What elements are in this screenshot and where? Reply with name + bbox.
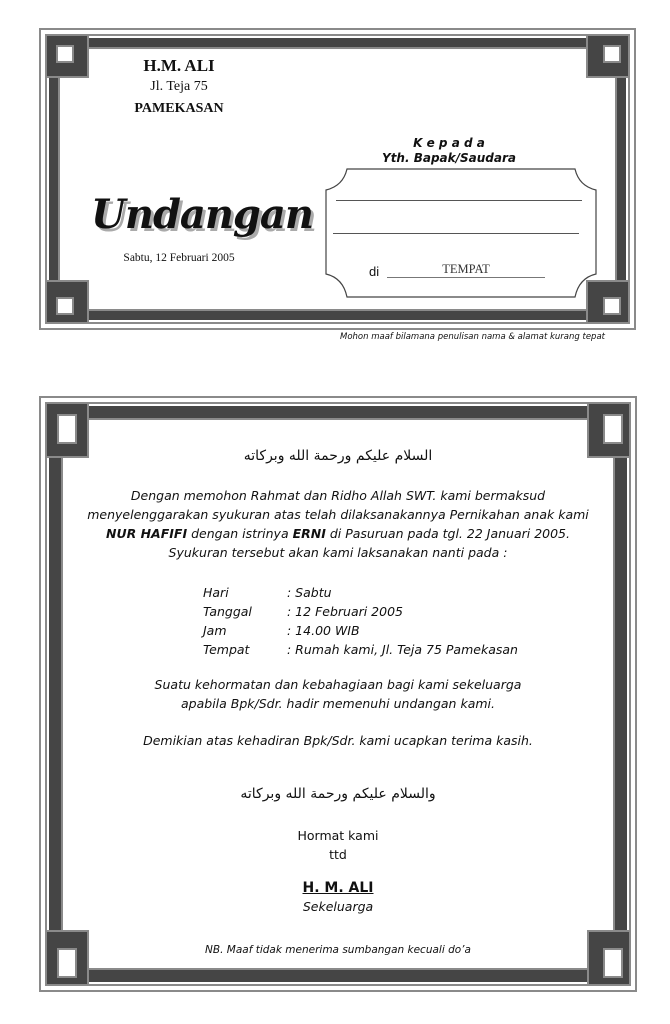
address-box bbox=[325, 168, 597, 298]
sender-street: Jl. Teja 75 bbox=[150, 79, 208, 94]
paragraph-thanks: Demikian atas kehadiran Bpk/Sdr. kami ucapkan terima kasih. bbox=[143, 733, 533, 748]
place-value: TEMPAT bbox=[442, 262, 490, 276]
detail-value: : 12 Februari 2005 bbox=[287, 604, 403, 619]
regards: Hormat kami bbox=[297, 828, 379, 843]
detail-label: Hari bbox=[203, 585, 229, 600]
honor-line-1: Suatu kehormatan dan kebahagiaan bagi kami sekeluarga bbox=[154, 677, 522, 692]
sender-name: H.M. ALI bbox=[143, 56, 215, 75]
sender-city: PAMEKASAN bbox=[134, 101, 224, 116]
detail-row-day bbox=[203, 583, 518, 602]
place-field[interactable] bbox=[387, 260, 545, 278]
detail-label: Tanggal bbox=[203, 604, 252, 619]
detail-row-date bbox=[203, 602, 518, 621]
intro-line-4: Syukuran tersebut akan kami laksanakan nanti pada : bbox=[168, 545, 508, 560]
honor-line-2: apabila Bpk/Sdr. hadir memenuhi undangan kami. bbox=[181, 696, 495, 711]
paragraph-intro bbox=[59, 486, 617, 562]
footnote: NB. Maaf tidak menerima sumbangan kecuali do’a bbox=[205, 944, 471, 956]
intro-line-2: menyelenggarakan syukuran atas telah dilaksanakannya Pernikahan anak kami bbox=[87, 507, 589, 522]
recipient-kepada: K e p a d a bbox=[413, 136, 485, 150]
signed-ttd: ttd bbox=[329, 847, 347, 862]
corner-ornament-bl bbox=[45, 930, 89, 986]
corner-ornament-bl bbox=[45, 280, 89, 324]
intro-line-3-end: di Pasuruan pada tgl. 22 Januari 2005. bbox=[325, 526, 570, 541]
detail-value: : Sabtu bbox=[287, 585, 332, 600]
di-label: di bbox=[369, 264, 380, 279]
signer-role: Sekeluarga bbox=[302, 899, 374, 914]
address-line-2[interactable] bbox=[333, 233, 579, 234]
groom-name: NUR HAFIFI bbox=[106, 526, 188, 541]
closing-greeting-arabic: والسلام عليكم ورحمة الله وبركاته bbox=[240, 786, 436, 802]
detail-label: Tempat bbox=[203, 642, 250, 657]
recipient-yth: Yth. Bapak/Saudara bbox=[382, 151, 516, 165]
intro-line-3 bbox=[59, 524, 617, 543]
intro-line-1: Dengan memohon Rahmat dan Ridho Allah SWT. kami bermaksud bbox=[130, 488, 546, 503]
intro-line-3-mid: dengan istrinya bbox=[187, 526, 293, 541]
invitation-title: Undangan bbox=[91, 191, 313, 238]
letter-card bbox=[39, 396, 637, 992]
signer-name: H. M. ALI bbox=[302, 880, 374, 896]
detail-value: : Rumah kami, Jl. Teja 75 Pamekasan bbox=[287, 642, 518, 657]
envelope-note: Mohon maaf bilamana penulisan nama & alamat kurang tepat bbox=[340, 332, 605, 342]
corner-ornament-tr bbox=[586, 34, 630, 78]
event-details bbox=[203, 583, 518, 659]
address-line-1[interactable] bbox=[336, 200, 582, 201]
detail-value: : 14.00 WIB bbox=[287, 623, 360, 638]
event-date: Sabtu, 12 Februari 2005 bbox=[123, 252, 235, 264]
envelope-card bbox=[39, 28, 636, 330]
detail-row-time bbox=[203, 621, 518, 640]
detail-row-place bbox=[203, 640, 518, 659]
paragraph-honor bbox=[59, 675, 617, 713]
opening-greeting-arabic: السلام عليكم ورحمة الله وبركاته bbox=[243, 448, 433, 464]
detail-label: Jam bbox=[203, 623, 227, 638]
corner-ornament-br bbox=[587, 930, 631, 986]
corner-ornament-tl bbox=[45, 34, 89, 78]
bride-name: ERNI bbox=[292, 526, 326, 541]
